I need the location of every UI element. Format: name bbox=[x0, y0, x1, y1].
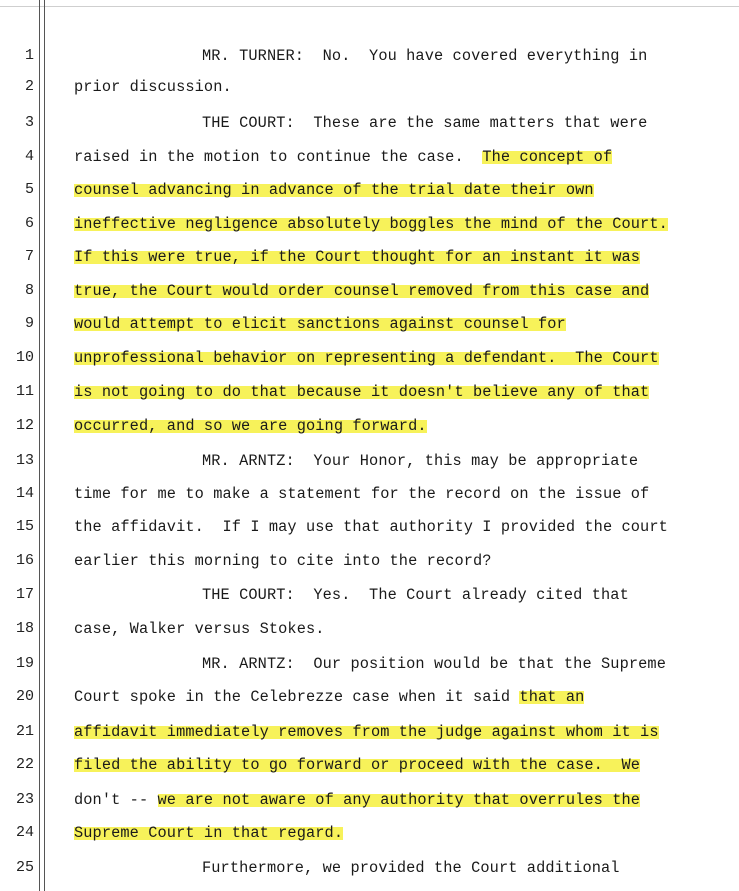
highlighted-text: true, the Court would order counsel removed from this case and bbox=[74, 282, 650, 300]
highlighted-text: Supreme Court in that regard. bbox=[74, 824, 344, 842]
line-number: 6 bbox=[24, 215, 34, 232]
line-number: 12 bbox=[15, 417, 34, 434]
line-number: 3 bbox=[24, 114, 34, 131]
transcript-line bbox=[74, 791, 640, 809]
transcript-line bbox=[74, 383, 649, 401]
line-text-segment: the affidavit. If I may use that authority I provided the court bbox=[74, 518, 668, 536]
line-number: 8 bbox=[24, 282, 34, 299]
line-number: 19 bbox=[15, 655, 34, 672]
transcript-line bbox=[74, 485, 649, 503]
transcript-line bbox=[74, 215, 668, 233]
line-number: 17 bbox=[15, 586, 34, 603]
line-number: 22 bbox=[15, 756, 34, 773]
transcript-line bbox=[74, 824, 343, 842]
highlighted-text: that an bbox=[519, 688, 585, 706]
line-number: 11 bbox=[15, 383, 34, 400]
highlighted-text: ineffective negligence absolutely boggles the mind of the Court. bbox=[74, 215, 668, 233]
line-number: 1 bbox=[24, 47, 34, 64]
line-number: 7 bbox=[24, 248, 34, 265]
line-text-segment: prior discussion. bbox=[74, 78, 232, 96]
transcript-line bbox=[202, 655, 666, 673]
transcript-line bbox=[74, 248, 640, 266]
line-text-segment: MR. TURNER: No. You have covered everything in bbox=[202, 47, 648, 65]
transcript-line bbox=[74, 78, 232, 96]
highlighted-text: filed the ability to go forward or proceed with the case. We bbox=[74, 756, 641, 774]
highlighted-text: we are not aware of any authority that overrules the bbox=[157, 791, 641, 809]
transcript-line bbox=[202, 452, 638, 470]
line-number: 23 bbox=[15, 791, 34, 808]
line-number: 15 bbox=[15, 518, 34, 535]
line-text-segment: MR. ARNTZ: Your Honor, this may be appropriate bbox=[202, 452, 639, 470]
transcript-line bbox=[202, 114, 647, 132]
transcript-line bbox=[74, 756, 640, 774]
line-number: 5 bbox=[24, 181, 34, 198]
transcript-line bbox=[202, 586, 629, 604]
transcript-line bbox=[74, 349, 659, 367]
highlighted-text: unprofessional behavior on representing a defendant. The Court bbox=[74, 349, 659, 367]
transcript-line bbox=[74, 181, 594, 199]
transcript-line bbox=[74, 282, 649, 300]
line-number: 9 bbox=[24, 315, 34, 332]
line-number: 24 bbox=[15, 824, 34, 841]
line-number: 4 bbox=[24, 148, 34, 165]
line-text-segment: raised in the motion to continue the case. bbox=[74, 148, 483, 166]
transcript-line bbox=[74, 315, 566, 333]
transcript-line bbox=[74, 417, 427, 435]
top-border bbox=[0, 6, 739, 7]
line-text-segment: time for me to make a statement for the record on the issue of bbox=[74, 485, 650, 503]
highlighted-text: would attempt to elicit sanctions against counsel for bbox=[74, 315, 566, 333]
line-number: 2 bbox=[24, 78, 34, 95]
highlighted-text: If this were true, if the Court thought for an instant it was bbox=[74, 248, 641, 266]
transcript-line bbox=[202, 47, 647, 65]
line-number: 16 bbox=[15, 552, 34, 569]
line-text-segment: THE COURT: These are the same matters that were bbox=[202, 114, 648, 132]
line-text-segment: MR. ARNTZ: Our position would be that the Supreme bbox=[202, 655, 666, 673]
line-number: 25 bbox=[15, 859, 34, 876]
transcript-line bbox=[74, 688, 584, 706]
line-number: 10 bbox=[15, 349, 34, 366]
line-number: 13 bbox=[15, 452, 34, 469]
line-text-segment: Court spoke in the Celebrezze case when it said bbox=[74, 688, 520, 706]
highlighted-text: counsel advancing in advance of the trial date their own bbox=[74, 181, 594, 199]
transcript-line bbox=[74, 620, 325, 638]
line-number: 21 bbox=[15, 723, 34, 740]
line-number: 20 bbox=[15, 688, 34, 705]
line-text-segment: THE COURT: Yes. The Court already cited that bbox=[202, 586, 629, 604]
highlighted-text: is not going to do that because it doesn't believe any of that bbox=[74, 383, 650, 401]
line-text-segment: earlier this morning to cite into the record? bbox=[74, 552, 492, 570]
line-text-segment: Furthermore, we provided the Court additional bbox=[202, 859, 620, 877]
transcript-line bbox=[74, 518, 668, 536]
transcript-line bbox=[74, 552, 492, 570]
transcript-line bbox=[202, 859, 620, 877]
transcript-line bbox=[74, 148, 612, 166]
margin-rule-left bbox=[39, 0, 40, 891]
highlighted-text: occurred, and so we are going forward. bbox=[74, 417, 427, 435]
line-text-segment: don't -- bbox=[74, 791, 158, 809]
line-number: 18 bbox=[15, 620, 34, 637]
line-text-segment: case, Walker versus Stokes. bbox=[74, 620, 325, 638]
highlighted-text: affidavit immediately removes from the judge against whom it is bbox=[74, 723, 659, 741]
line-number: 14 bbox=[15, 485, 34, 502]
highlighted-text: The concept of bbox=[482, 148, 613, 166]
margin-rule-right bbox=[44, 0, 45, 891]
transcript-line bbox=[74, 723, 659, 741]
